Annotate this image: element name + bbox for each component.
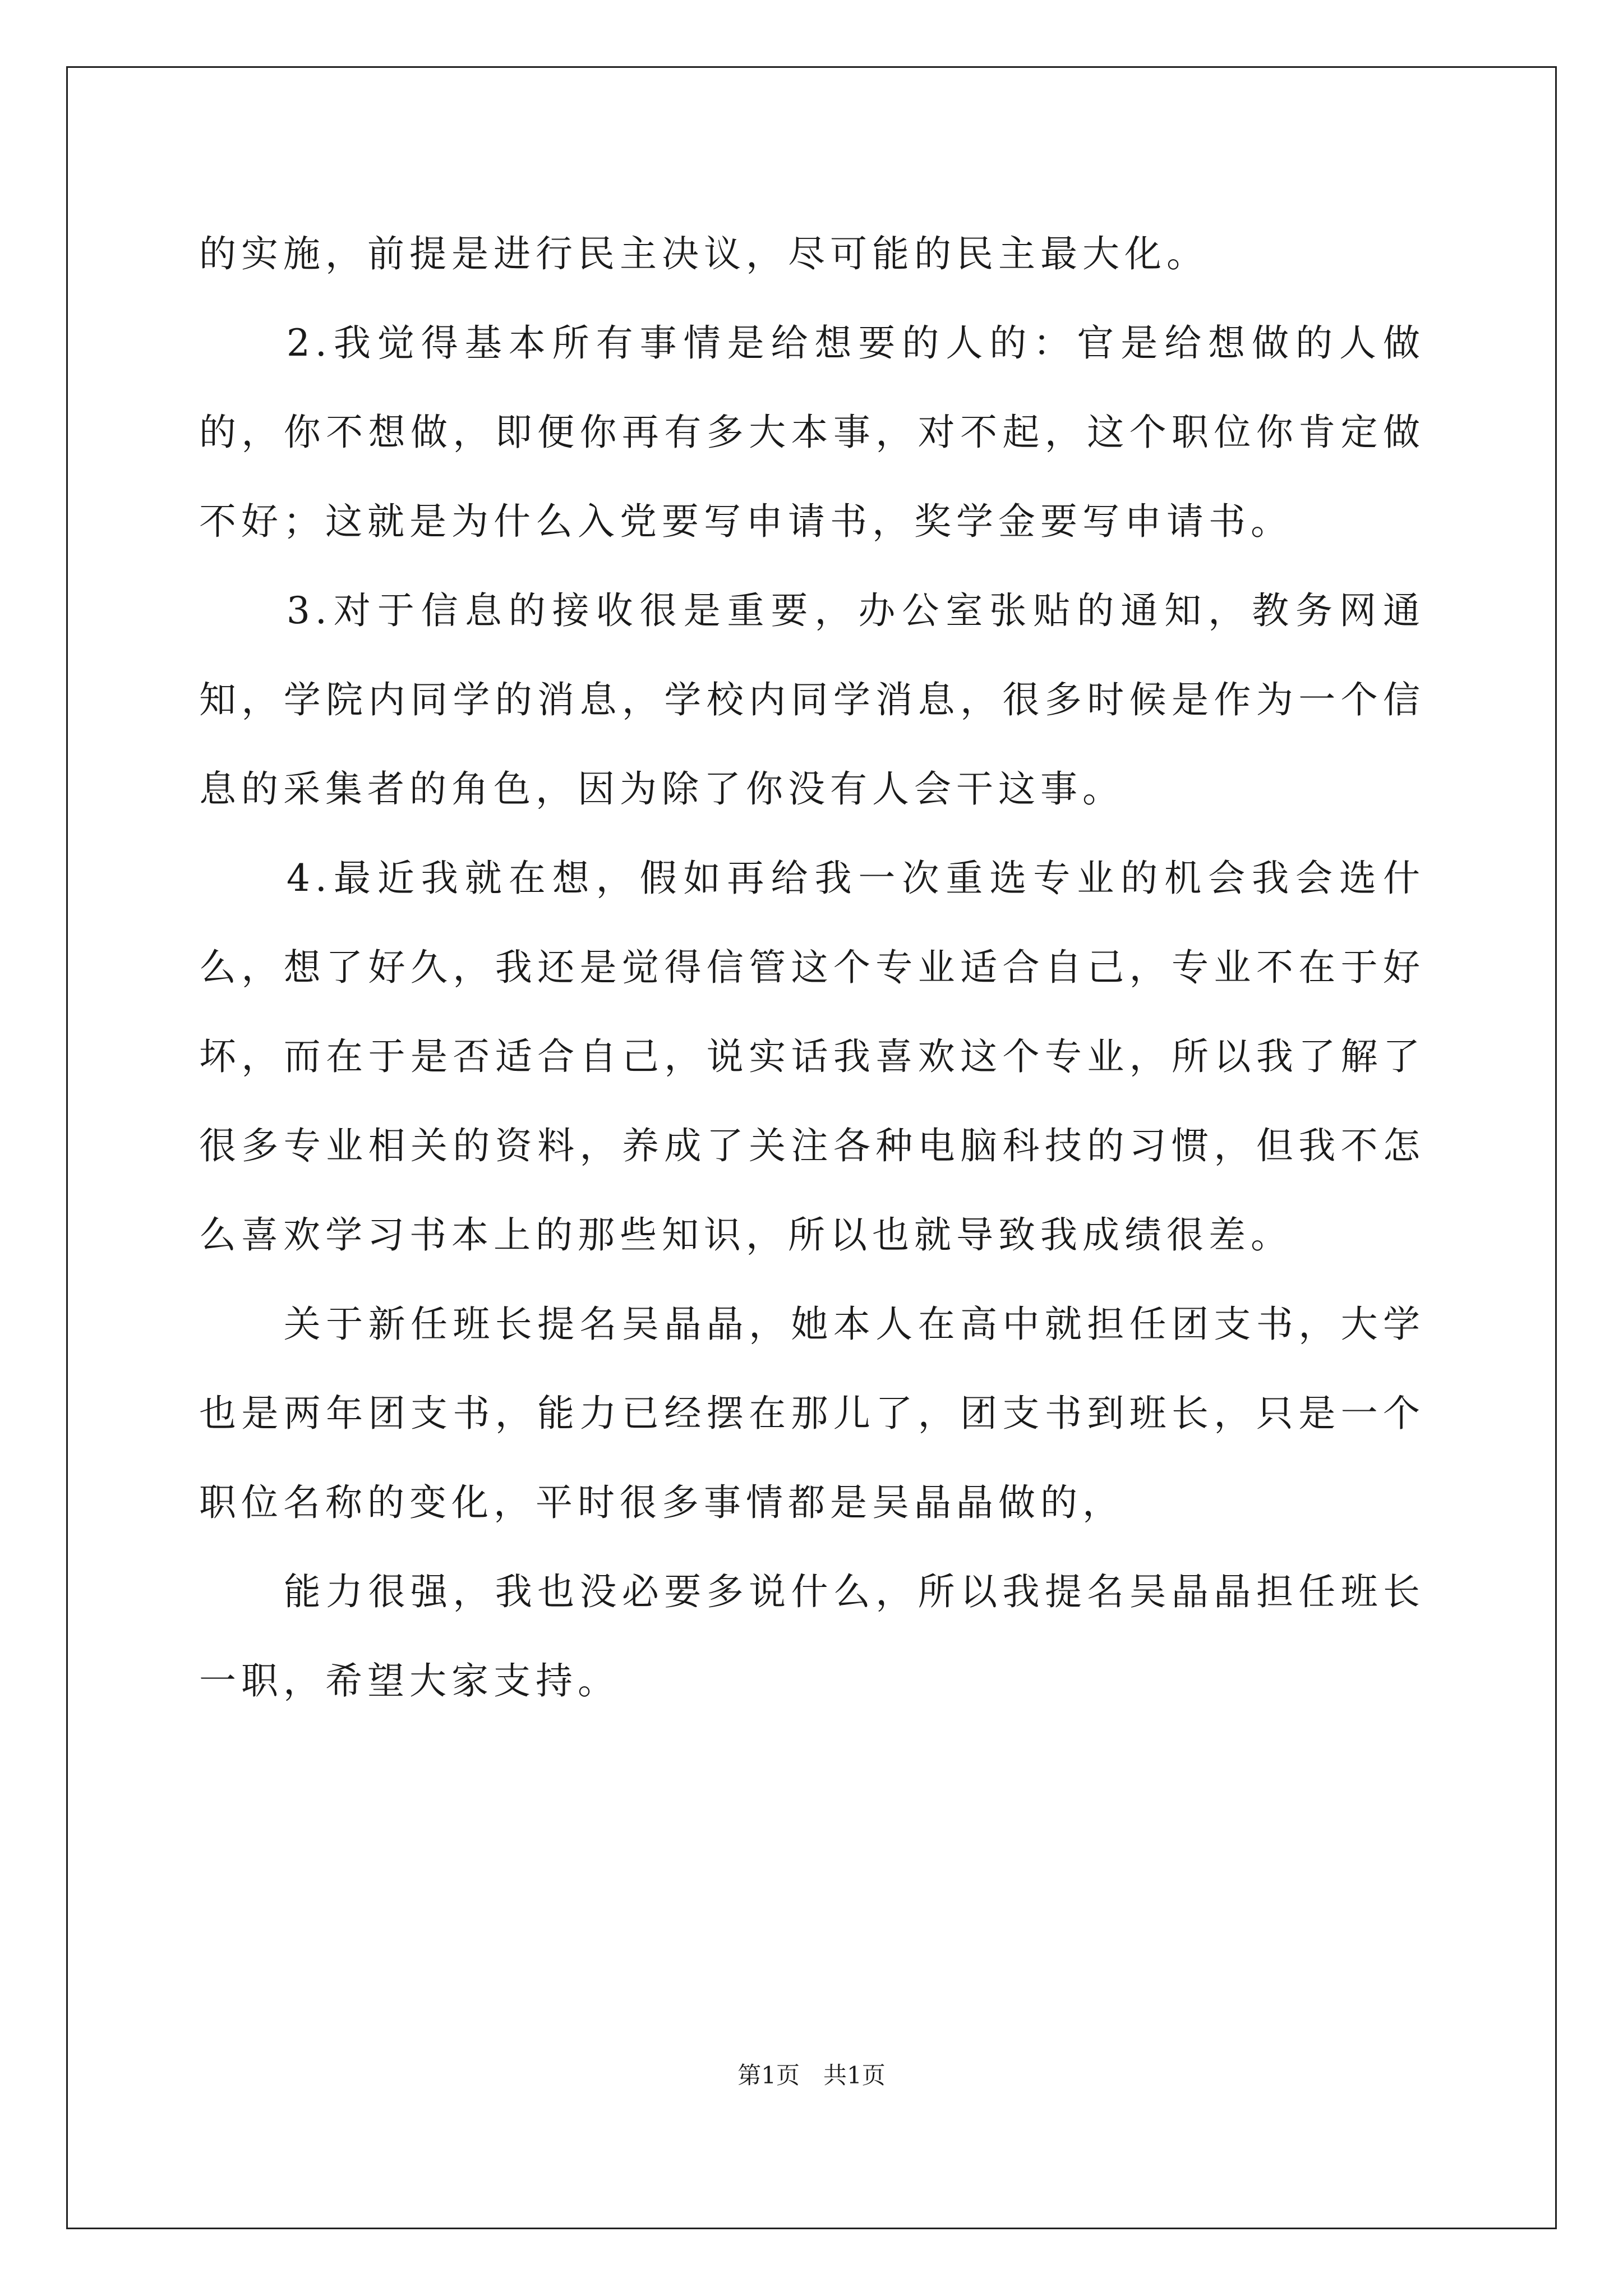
paragraph-nomination: 关于新任班长提名吴晶晶，她本人在高中就担任团支书，大学也是两年团支书，能力已经摆在那儿了，团支书到班长，只是一个职位名称的变化，平时很多事情都是吴晶晶做的， (199, 1303, 1425, 1524)
paragraph-continuation: 的实施，前提是进行民主决议，尽可能的民主最大化。 (199, 232, 1209, 275)
paragraph-point-2: 2.我觉得基本所有事情是给想要的人的：官是给想做的人做的，你不想做，即便你再有多大本事，对不起，这个职位你肯定做不好；这就是为什么入党要写申请书，奖学金要写申请书。 (199, 321, 1425, 543)
page-number-footer: 第1页 共1页 (737, 2062, 886, 2089)
document-body (199, 209, 1425, 1726)
paragraph-closing: 能力很强，我也没必要多说什么，所以我提名吴晶晶担任班长一职，希望大家支持。 (199, 1570, 1425, 1703)
paragraph-point-4: 4.最近我就在想，假如再给我一次重选专业的机会我会选什么，想了好久，我还是觉得信管这个专业适合自己，专业不在于好坏，而在于是否适合自己，说实话我喜欢这个专业，所以我了解了很多专业相关的资料，养成了关注各种电脑科技的习惯，但我不怎么喜欢学习书本上的那些知识，所以也就导致我成绩很差。 (199, 857, 1425, 1257)
paragraph-point-3: 3.对于信息的接收很是重要，办公室张贴的通知，教务网通知，学院内同学的消息，学校内同学消息，很多时候是作为一个信息的采集者的角色，因为除了你没有人会干这事。 (199, 589, 1425, 811)
